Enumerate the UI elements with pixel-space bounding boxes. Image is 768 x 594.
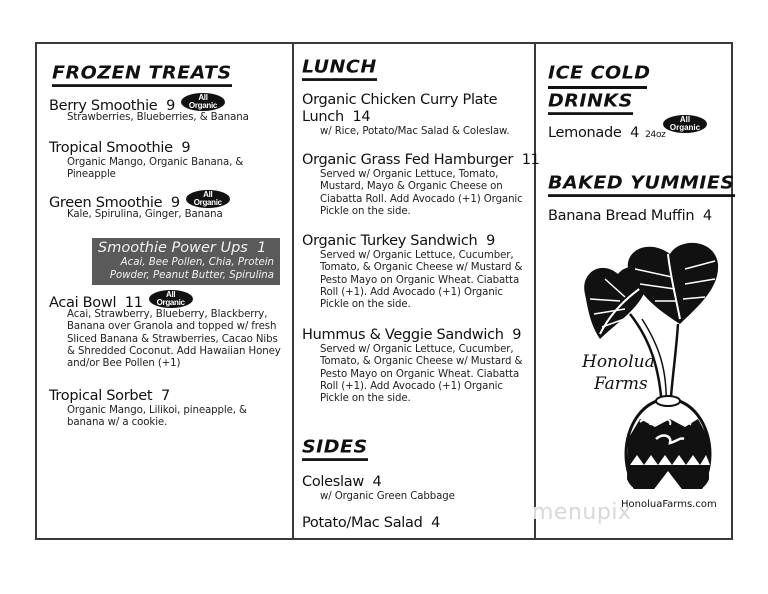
- menu-item-green-smoothie: [49, 190, 230, 221]
- item-description: Kale, Spirulina, Ginger, Banana: [67, 209, 223, 220]
- menu-item-banana-bread-muffin: [548, 208, 712, 225]
- svg-text:Honolua: Honolua: [582, 352, 655, 372]
- item-name: Banana Bread Muffin: [548, 208, 695, 224]
- item-name: Green Smoothie: [49, 195, 163, 211]
- item-name: Organic Turkey Sandwich: [302, 233, 478, 249]
- taro-leaf-gourd-icon: [580, 239, 730, 489]
- item-description: Served w/ Organic Lettuce, Tomato, Mustard, Mayo & Organic Cheese on Ciabatta Roll. Add Avocado (+1) Organic Pickle on the side.: [320, 169, 523, 217]
- item-price: 4: [702, 208, 712, 224]
- item-description: Served w/ Organic Lettuce, Cucumber, Tomato, & Organic Cheese w/ Mustard & Pesto Mayo on Organic Wheat. Ciabatta Roll (+1). Add Avocado (+1) Organic Pickle on the side.: [320, 250, 523, 311]
- menu-item-chicken-curry: [302, 92, 530, 138]
- menu-item-acai-bowl: [49, 290, 287, 370]
- section-title-frozen-treats: FROZEN TREATS: [52, 63, 232, 87]
- menu-item-tropical-smoothie: [49, 140, 284, 182]
- item-price: 4: [372, 474, 382, 490]
- all-organic-badge: All Organic: [149, 290, 193, 308]
- section-title-sides: SIDES: [302, 437, 368, 461]
- menu-item-hamburger: [302, 152, 540, 218]
- item-price: 4: [630, 125, 640, 141]
- smoothie-power-ups-box: [92, 238, 280, 285]
- item-name: Tropical Smoothie: [49, 140, 173, 156]
- menu-trifold: [35, 42, 733, 540]
- item-price: 9: [170, 195, 180, 211]
- item-price: 9: [181, 140, 191, 156]
- item-price: 9: [512, 327, 522, 343]
- item-description: w/ Rice, Potato/Mac Salad & Coleslaw.: [320, 126, 510, 137]
- honolua-farms-logo: [580, 239, 730, 493]
- item-name: Potato/Mac Salad: [302, 515, 423, 531]
- panel-lunch-sides: [294, 44, 540, 538]
- power-ups-price: 1: [257, 240, 267, 256]
- all-organic-badge: All Organic: [663, 115, 707, 133]
- item-price: 14: [352, 109, 371, 125]
- item-name: Organic Chicken Curry Plate: [302, 92, 498, 108]
- website-link: HonoluaFarms.com: [621, 499, 717, 510]
- section-title-baked-yummies: BAKED YUMMIES: [548, 173, 735, 197]
- menu-item-turkey-sandwich: [302, 233, 530, 311]
- item-price: 9: [166, 98, 175, 114]
- item-price: 11: [521, 152, 540, 168]
- menu-item-berry-smoothie: [49, 93, 249, 124]
- item-price: 9: [486, 233, 496, 249]
- item-name: Hummus & Veggie Sandwich: [302, 327, 504, 343]
- power-ups-name: Smoothie Power Ups: [98, 240, 248, 256]
- item-description: w/ Organic Green Cabbage: [320, 491, 455, 502]
- item-price: 4: [431, 515, 441, 531]
- all-organic-badge: All Organic: [181, 93, 225, 111]
- power-ups-description: Acai, Bee Pollen, Chia, Protein Powder, Peanut Butter, Spirulina: [109, 257, 274, 281]
- menu-item-potato-mac-salad: [302, 515, 440, 532]
- svg-text:Farms: Farms: [594, 374, 648, 394]
- item-name: Acai Bowl: [49, 295, 117, 311]
- item-description: Organic Mango, Lilikoi, pineapple, & banana w/ a cookie.: [67, 405, 247, 429]
- menu-item-coleslaw: [302, 474, 455, 503]
- menu-item-tropical-sorbet: [49, 388, 287, 430]
- item-name: Coleslaw: [302, 474, 364, 490]
- item-description: Served w/ Organic Lettuce, Cucumber, Tomato, & Organic Cheese w/ Mustard & Pesto Mayo on Organic Wheat. Ciabatta Roll (+1). Add Avocado (+1) Organic Pickle on the side.: [320, 344, 523, 405]
- menu-item-hummus-veggie-sandwich: [302, 327, 530, 405]
- item-name: Berry Smoothie: [49, 98, 158, 114]
- section-title-drinks-line2: DRINKS: [548, 91, 633, 115]
- panel-drinks-baked: [536, 44, 735, 538]
- item-description: Organic Mango, Organic Banana, & Pineapple: [67, 157, 244, 181]
- menu-item-lemonade: [548, 125, 666, 144]
- item-description: Strawberries, Blueberries, & Banana: [67, 112, 249, 123]
- panel-frozen-treats: [37, 44, 294, 538]
- item-price: 11: [124, 295, 143, 311]
- item-description: Acai, Strawberry, Blueberry, Blackberry, Banana over Granola and topped w/ fresh Sliced Banana & Strawberries, Cacao Nibs & Shredded Coconut. Add Hawaiian Honey and/or Bee Pollen (+1): [67, 309, 281, 370]
- section-title-drinks-line1: ICE COLD: [548, 62, 651, 84]
- item-price: 7: [160, 388, 170, 404]
- item-name: Organic Grass Fed Hamburger: [302, 152, 514, 168]
- item-name-cont: Lunch: [302, 109, 344, 125]
- all-organic-badge: All Organic: [186, 190, 230, 208]
- item-name: Tropical Sorbet: [49, 388, 153, 404]
- menupix-watermark: menupix: [532, 500, 632, 525]
- item-name: Lemonade: [548, 125, 622, 141]
- section-title-lunch: LUNCH: [302, 57, 377, 81]
- item-size: 24oz: [645, 130, 666, 140]
